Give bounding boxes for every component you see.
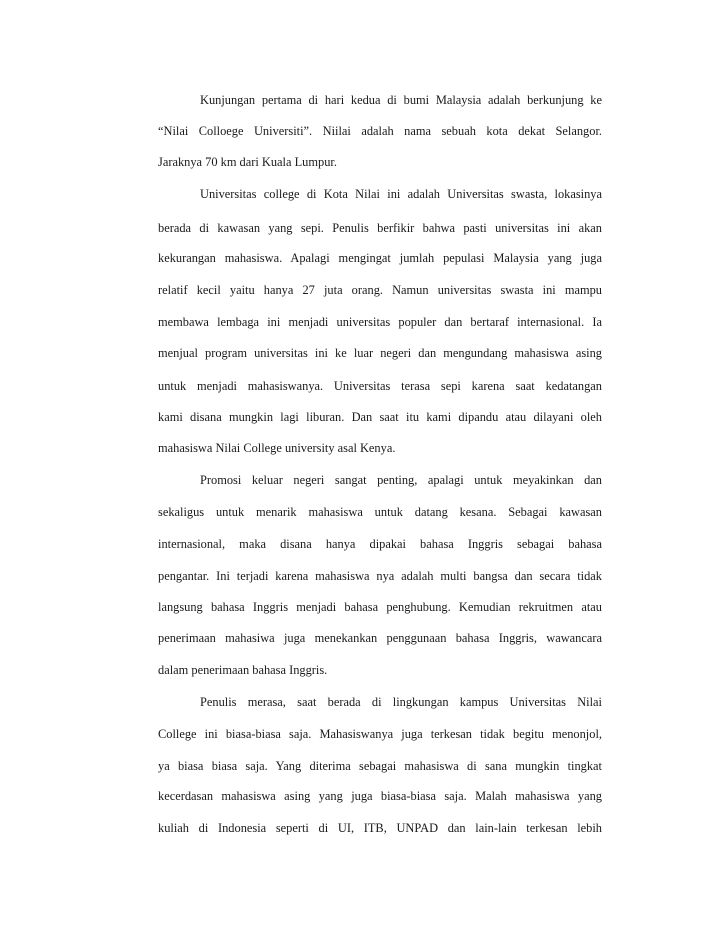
paragraph-2-line-5: membawa lembaga ini menjadi universitas populer dan bertaraf internasional. Ia: [158, 315, 602, 329]
paragraph-2-line-2: berada di kawasan yang sepi. Penulis berfikir bahwa pasti universitas ini akan: [158, 221, 602, 235]
paragraph-3-line-4: pengantar. Ini terjadi karena mahasiswa nya adalah multi bangsa dan secara tidak: [158, 569, 602, 583]
paragraph-3-line-3: internasional, maka disana hanya dipakai bahasa Inggris sebagai bahasa: [158, 537, 602, 551]
paragraph-4-line-2: College ini biasa-biasa saja. Mahasiswanya juga terkesan tidak begitu menonjol,: [158, 727, 602, 741]
paragraph-2-line-4: relatif kecil yaitu hanya 27 juta orang. Namun universitas swasta ini mampu: [158, 283, 602, 297]
paragraph-2-line-6: menjual program universitas ini ke luar negeri dan mengundang mahasiswa asing: [158, 346, 602, 360]
paragraph-3-line-2: sekaligus untuk menarik mahasiswa untuk datang kesana. Sebagai kawasan: [158, 505, 602, 519]
paragraph-4-line-5: kuliah di Indonesia seperti di UI, ITB, UNPAD dan lain-lain terkesan lebih: [158, 821, 602, 835]
paragraph-3-line-5: langsung bahasa Inggris menjadi bahasa penghubung. Kemudian rekruitmen atau: [158, 600, 602, 614]
paragraph-1-line-1: Kunjungan pertama di hari kedua di bumi Malaysia adalah berkunjung ke: [200, 93, 602, 107]
paragraph-1-line-2: “Nilai Colloege Universiti”. Niilai adalah nama sebuah kota dekat Selangor.: [158, 124, 602, 138]
paragraph-4-line-1: Penulis merasa, saat berada di lingkungan kampus Universitas Nilai: [200, 695, 602, 709]
paragraph-2-line-9: mahasiswa Nilai College university asal Kenya.: [158, 441, 396, 455]
paragraph-1-line-3: Jaraknya 70 km dari Kuala Lumpur.: [158, 155, 337, 169]
paragraph-2-line-3: kekurangan mahasiswa. Apalagi mengingat jumlah pepulasi Malaysia yang juga: [158, 251, 602, 265]
paragraph-2-line-7: untuk menjadi mahasiswanya. Universitas terasa sepi karena saat kedatangan: [158, 379, 602, 393]
paragraph-2-line-8: kami disana mungkin lagi liburan. Dan saat itu kami dipandu atau dilayani oleh: [158, 410, 602, 424]
paragraph-4-line-4: kecerdasan mahasiswa asing yang juga biasa-biasa saja. Malah mahasiswa yang: [158, 789, 602, 803]
paragraph-3-line-1: Promosi keluar negeri sangat penting, apalagi untuk meyakinkan dan: [200, 473, 602, 487]
paragraph-2-line-1: Universitas college di Kota Nilai ini adalah Universitas swasta, lokasinya: [200, 187, 602, 201]
paragraph-3-line-6: penerimaan mahasiwa juga menekankan penggunaan bahasa Inggris, wawancara: [158, 631, 602, 645]
paragraph-4-line-3: ya biasa biasa saja. Yang diterima sebagai mahasiswa di sana mungkin tingkat: [158, 759, 602, 773]
paragraph-3-line-7: dalam penerimaan bahasa Inggris.: [158, 663, 328, 677]
